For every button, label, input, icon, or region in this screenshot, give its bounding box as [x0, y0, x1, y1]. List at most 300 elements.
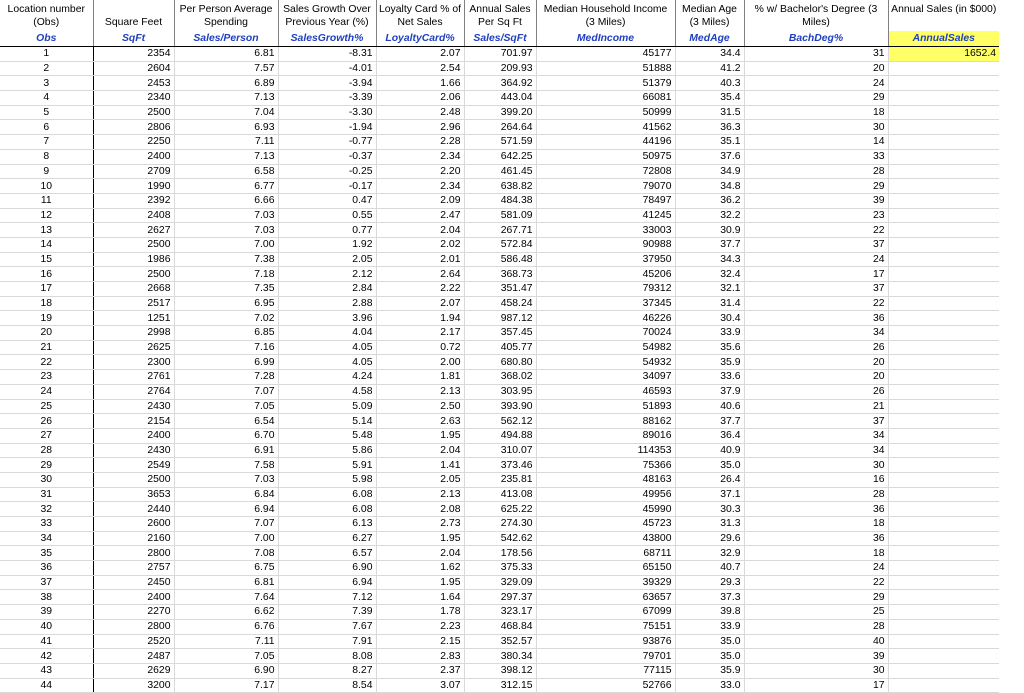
table-cell[interactable]: 43 — [0, 663, 93, 678]
table-cell[interactable]: 2.22 — [376, 282, 464, 297]
table-cell[interactable] — [888, 605, 999, 620]
table-cell[interactable]: 2430 — [93, 443, 174, 458]
table-cell[interactable]: 29 — [744, 179, 888, 194]
table-cell[interactable]: 2.84 — [278, 282, 376, 297]
table-cell[interactable] — [888, 414, 999, 429]
table-cell[interactable]: 3 — [0, 76, 93, 91]
table-cell[interactable]: 7.05 — [174, 399, 278, 414]
table-cell[interactable]: 2.37 — [376, 663, 464, 678]
table-cell[interactable]: -0.25 — [278, 164, 376, 179]
table-cell[interactable]: 7.64 — [174, 590, 278, 605]
table-cell[interactable] — [888, 179, 999, 194]
table-cell[interactable]: 3653 — [93, 487, 174, 502]
table-cell[interactable]: 24 — [0, 384, 93, 399]
table-cell[interactable]: 41 — [0, 634, 93, 649]
table-cell[interactable]: 2549 — [93, 458, 174, 473]
table-cell[interactable]: 40 — [0, 619, 93, 634]
table-cell[interactable]: 7.35 — [174, 282, 278, 297]
table-cell[interactable]: 21 — [744, 399, 888, 414]
table-cell[interactable]: 2998 — [93, 326, 174, 341]
table-cell[interactable]: 7.58 — [174, 458, 278, 473]
table-cell[interactable]: 2.09 — [376, 193, 464, 208]
table-cell[interactable]: 37 — [744, 237, 888, 252]
table-cell[interactable]: 30.4 — [675, 311, 744, 326]
table-cell[interactable]: 6.54 — [174, 414, 278, 429]
table-cell[interactable]: 34.4 — [675, 47, 744, 62]
table-cell[interactable]: 542.62 — [464, 531, 536, 546]
table-cell[interactable]: 38 — [0, 590, 93, 605]
header-cell[interactable]: Sales Growth Over Previous Year (%) — [278, 0, 376, 31]
table-cell[interactable]: 15 — [0, 252, 93, 267]
table-cell[interactable]: 30 — [0, 472, 93, 487]
code-cell[interactable]: SqFt — [93, 31, 174, 47]
table-cell[interactable]: 0.55 — [278, 208, 376, 223]
table-cell[interactable]: 7.16 — [174, 340, 278, 355]
table-cell[interactable] — [888, 443, 999, 458]
table-cell[interactable]: 40.3 — [675, 76, 744, 91]
table-cell[interactable]: 6.81 — [174, 575, 278, 590]
table-cell[interactable]: 29.6 — [675, 531, 744, 546]
table-cell[interactable]: 63657 — [536, 590, 675, 605]
table-cell[interactable]: 31.4 — [675, 296, 744, 311]
table-cell[interactable]: 27 — [0, 428, 93, 443]
table-cell[interactable]: 67099 — [536, 605, 675, 620]
table-cell[interactable]: 2.02 — [376, 237, 464, 252]
table-cell[interactable]: 312.15 — [464, 678, 536, 693]
table-cell[interactable]: 45990 — [536, 502, 675, 517]
table-cell[interactable]: 35.0 — [675, 634, 744, 649]
table-cell[interactable]: 7.39 — [278, 605, 376, 620]
table-cell[interactable]: -3.39 — [278, 91, 376, 106]
table-cell[interactable]: 625.22 — [464, 502, 536, 517]
table-cell[interactable]: 1652.4 — [888, 47, 999, 62]
table-cell[interactable] — [888, 91, 999, 106]
table-cell[interactable]: 93876 — [536, 634, 675, 649]
table-cell[interactable]: 2627 — [93, 223, 174, 238]
table-cell[interactable]: 6 — [0, 120, 93, 135]
table-cell[interactable]: 1.66 — [376, 76, 464, 91]
table-cell[interactable] — [888, 370, 999, 385]
table-cell[interactable]: 2668 — [93, 282, 174, 297]
table-cell[interactable]: 7.17 — [174, 678, 278, 693]
table-cell[interactable]: 9 — [0, 164, 93, 179]
code-cell[interactable]: MedAge — [675, 31, 744, 47]
table-cell[interactable]: 36 — [0, 561, 93, 576]
table-cell[interactable]: 35.4 — [675, 91, 744, 106]
table-cell[interactable]: 6.58 — [174, 164, 278, 179]
table-cell[interactable]: 14 — [744, 135, 888, 150]
table-cell[interactable] — [888, 590, 999, 605]
table-cell[interactable]: 461.45 — [464, 164, 536, 179]
table-cell[interactable]: 2400 — [93, 149, 174, 164]
table-cell[interactable]: 39 — [744, 193, 888, 208]
table-cell[interactable]: 2.73 — [376, 517, 464, 532]
table-cell[interactable]: 72808 — [536, 164, 675, 179]
table-cell[interactable]: 6.76 — [174, 619, 278, 634]
table-cell[interactable]: 375.33 — [464, 561, 536, 576]
table-cell[interactable]: 36.2 — [675, 193, 744, 208]
table-cell[interactable]: 5.86 — [278, 443, 376, 458]
table-cell[interactable]: 484.38 — [464, 193, 536, 208]
table-cell[interactable]: 6.85 — [174, 326, 278, 341]
table-cell[interactable]: 6.90 — [278, 561, 376, 576]
table-cell[interactable]: 297.37 — [464, 590, 536, 605]
table-cell[interactable]: 2.47 — [376, 208, 464, 223]
table-cell[interactable]: 5.48 — [278, 428, 376, 443]
table-cell[interactable]: 352.57 — [464, 634, 536, 649]
table-cell[interactable]: 2761 — [93, 370, 174, 385]
table-cell[interactable]: 3.07 — [376, 678, 464, 693]
code-cell[interactable]: Sales/SqFt — [464, 31, 536, 47]
table-cell[interactable]: 1 — [0, 47, 93, 62]
table-cell[interactable]: 2.34 — [376, 149, 464, 164]
table-cell[interactable] — [888, 663, 999, 678]
table-cell[interactable]: 364.92 — [464, 76, 536, 91]
table-cell[interactable]: 29 — [744, 91, 888, 106]
table-cell[interactable]: 37.7 — [675, 237, 744, 252]
table-cell[interactable]: 2.15 — [376, 634, 464, 649]
table-cell[interactable]: 66081 — [536, 91, 675, 106]
table-cell[interactable]: 46226 — [536, 311, 675, 326]
table-cell[interactable]: 2.07 — [376, 47, 464, 62]
table-cell[interactable]: 17 — [744, 678, 888, 693]
table-cell[interactable]: 2.88 — [278, 296, 376, 311]
table-cell[interactable]: 2392 — [93, 193, 174, 208]
table-cell[interactable]: 2408 — [93, 208, 174, 223]
table-cell[interactable]: 2.23 — [376, 619, 464, 634]
table-cell[interactable]: 7.57 — [174, 61, 278, 76]
table-cell[interactable]: 2.05 — [278, 252, 376, 267]
table-cell[interactable]: 323.17 — [464, 605, 536, 620]
table-cell[interactable]: 0.72 — [376, 340, 464, 355]
table-cell[interactable] — [888, 149, 999, 164]
table-cell[interactable]: 2709 — [93, 164, 174, 179]
table-cell[interactable]: 7.00 — [174, 237, 278, 252]
table-cell[interactable]: -1.94 — [278, 120, 376, 135]
table-cell[interactable]: 18 — [744, 105, 888, 120]
table-cell[interactable]: 2500 — [93, 472, 174, 487]
table-cell[interactable]: 33.9 — [675, 619, 744, 634]
table-cell[interactable]: 2453 — [93, 76, 174, 91]
table-cell[interactable]: 7.08 — [174, 546, 278, 561]
table-cell[interactable]: -0.17 — [278, 179, 376, 194]
table-cell[interactable]: 6.62 — [174, 605, 278, 620]
table-cell[interactable]: 2300 — [93, 355, 174, 370]
table-cell[interactable]: 37345 — [536, 296, 675, 311]
table-cell[interactable]: 701.97 — [464, 47, 536, 62]
table-cell[interactable]: 22 — [744, 575, 888, 590]
table-cell[interactable]: 40.7 — [675, 561, 744, 576]
table-cell[interactable]: 40 — [744, 634, 888, 649]
table-cell[interactable] — [888, 208, 999, 223]
table-cell[interactable]: 12 — [0, 208, 93, 223]
table-cell[interactable]: 5.14 — [278, 414, 376, 429]
table-cell[interactable] — [888, 340, 999, 355]
table-cell[interactable] — [888, 384, 999, 399]
table-cell[interactable] — [888, 458, 999, 473]
table-cell[interactable]: 458.24 — [464, 296, 536, 311]
table-cell[interactable]: 2.04 — [376, 443, 464, 458]
code-cell[interactable]: MedIncome — [536, 31, 675, 47]
table-cell[interactable]: 26.4 — [675, 472, 744, 487]
table-cell[interactable]: 30 — [744, 120, 888, 135]
table-cell[interactable]: 2160 — [93, 531, 174, 546]
table-cell[interactable]: 70024 — [536, 326, 675, 341]
table-cell[interactable]: 443.04 — [464, 91, 536, 106]
table-cell[interactable]: 32.9 — [675, 546, 744, 561]
code-cell[interactable]: BachDeg% — [744, 31, 888, 47]
table-cell[interactable]: 2.08 — [376, 502, 464, 517]
table-cell[interactable]: 40.6 — [675, 399, 744, 414]
table-cell[interactable]: 494.88 — [464, 428, 536, 443]
table-cell[interactable]: 2.50 — [376, 399, 464, 414]
table-cell[interactable]: 2517 — [93, 296, 174, 311]
table-cell[interactable]: 2154 — [93, 414, 174, 429]
table-cell[interactable]: 2629 — [93, 663, 174, 678]
header-cell[interactable]: Per Person Average Spending — [174, 0, 278, 31]
table-cell[interactable]: 2764 — [93, 384, 174, 399]
table-cell[interactable]: 39329 — [536, 575, 675, 590]
table-cell[interactable]: 2430 — [93, 399, 174, 414]
table-cell[interactable]: 2.04 — [376, 223, 464, 238]
table-cell[interactable] — [888, 428, 999, 443]
table-cell[interactable]: 642.25 — [464, 149, 536, 164]
table-cell[interactable]: 6.75 — [174, 561, 278, 576]
table-cell[interactable]: 8 — [0, 149, 93, 164]
table-cell[interactable]: 33.9 — [675, 326, 744, 341]
table-cell[interactable] — [888, 105, 999, 120]
table-cell[interactable]: 398.12 — [464, 663, 536, 678]
table-cell[interactable]: 2250 — [93, 135, 174, 150]
table-cell[interactable] — [888, 164, 999, 179]
table-cell[interactable]: 6.93 — [174, 120, 278, 135]
table-cell[interactable]: 22 — [0, 355, 93, 370]
table-cell[interactable]: 35.1 — [675, 135, 744, 150]
table-cell[interactable]: 6.94 — [278, 575, 376, 590]
table-cell[interactable]: 2.12 — [278, 267, 376, 282]
table-cell[interactable]: 2500 — [93, 267, 174, 282]
table-cell[interactable]: 49956 — [536, 487, 675, 502]
table-cell[interactable]: 20 — [0, 326, 93, 341]
table-cell[interactable]: 351.47 — [464, 282, 536, 297]
table-cell[interactable]: 29 — [744, 590, 888, 605]
table-cell[interactable]: 13 — [0, 223, 93, 238]
table-cell[interactable]: 35.0 — [675, 458, 744, 473]
table-cell[interactable] — [888, 282, 999, 297]
table-cell[interactable]: 1.62 — [376, 561, 464, 576]
table-cell[interactable]: 26 — [744, 384, 888, 399]
table-cell[interactable]: 7.07 — [174, 517, 278, 532]
table-cell[interactable]: 6.91 — [174, 443, 278, 458]
table-cell[interactable]: 51888 — [536, 61, 675, 76]
table-cell[interactable]: 35 — [0, 546, 93, 561]
table-cell[interactable]: 2800 — [93, 619, 174, 634]
table-cell[interactable]: 28 — [0, 443, 93, 458]
table-cell[interactable]: 7 — [0, 135, 93, 150]
header-cell[interactable]: Annual Sales (in $000) — [891, 4, 997, 15]
table-cell[interactable]: 329.09 — [464, 575, 536, 590]
table-cell[interactable]: 34.8 — [675, 179, 744, 194]
table-cell[interactable]: 7.13 — [174, 91, 278, 106]
table-cell[interactable]: 34 — [0, 531, 93, 546]
table-cell[interactable]: 41562 — [536, 120, 675, 135]
table-cell[interactable]: 0.47 — [278, 193, 376, 208]
table-cell[interactable]: 7.07 — [174, 384, 278, 399]
table-cell[interactable]: 7.28 — [174, 370, 278, 385]
table-cell[interactable]: 2600 — [93, 517, 174, 532]
table-cell[interactable]: 413.08 — [464, 487, 536, 502]
table-cell[interactable]: 65150 — [536, 561, 675, 576]
table-cell[interactable]: 11 — [0, 193, 93, 208]
table-cell[interactable]: 30 — [744, 663, 888, 678]
table-cell[interactable]: 16 — [0, 267, 93, 282]
table-cell[interactable]: 30.3 — [675, 502, 744, 517]
table-cell[interactable]: 2400 — [93, 590, 174, 605]
header-cell[interactable]: Median Household Income (3 Miles) — [536, 0, 675, 31]
table-cell[interactable]: 29.3 — [675, 575, 744, 590]
table-cell[interactable]: 2340 — [93, 91, 174, 106]
table-cell[interactable]: 303.95 — [464, 384, 536, 399]
code-cell[interactable]: LoyaltyCard% — [376, 31, 464, 47]
table-cell[interactable] — [888, 546, 999, 561]
table-cell[interactable] — [888, 487, 999, 502]
table-cell[interactable]: 4.05 — [278, 355, 376, 370]
table-cell[interactable] — [888, 355, 999, 370]
table-cell[interactable]: 79070 — [536, 179, 675, 194]
table-cell[interactable] — [888, 237, 999, 252]
table-cell[interactable]: 2.13 — [376, 384, 464, 399]
table-cell[interactable]: 2400 — [93, 428, 174, 443]
table-cell[interactable]: 46593 — [536, 384, 675, 399]
table-cell[interactable]: 31 — [744, 47, 888, 62]
table-cell[interactable]: 2800 — [93, 546, 174, 561]
table-cell[interactable]: 14 — [0, 237, 93, 252]
table-cell[interactable]: 77115 — [536, 663, 675, 678]
table-cell[interactable]: 680.80 — [464, 355, 536, 370]
table-cell[interactable]: 79701 — [536, 649, 675, 664]
table-cell[interactable]: 399.20 — [464, 105, 536, 120]
table-cell[interactable]: 44196 — [536, 135, 675, 150]
table-cell[interactable]: 24 — [744, 76, 888, 91]
table-cell[interactable]: 5.91 — [278, 458, 376, 473]
table-cell[interactable]: 7.03 — [174, 208, 278, 223]
table-cell[interactable]: 2604 — [93, 61, 174, 76]
table-cell[interactable]: 987.12 — [464, 311, 536, 326]
table-cell[interactable]: -4.01 — [278, 61, 376, 76]
table-cell[interactable]: 24 — [744, 252, 888, 267]
table-cell[interactable]: 33003 — [536, 223, 675, 238]
table-cell[interactable]: 30 — [744, 458, 888, 473]
table-cell[interactable]: 7.05 — [174, 649, 278, 664]
table-cell[interactable]: 6.84 — [174, 487, 278, 502]
table-cell[interactable]: 4.58 — [278, 384, 376, 399]
table-cell[interactable]: 5 — [0, 105, 93, 120]
table-cell[interactable]: 88162 — [536, 414, 675, 429]
table-cell[interactable]: 209.93 — [464, 61, 536, 76]
table-cell[interactable]: 36 — [744, 311, 888, 326]
table-cell[interactable]: 310.07 — [464, 443, 536, 458]
table-cell[interactable]: 54982 — [536, 340, 675, 355]
table-cell[interactable]: 6.95 — [174, 296, 278, 311]
table-cell[interactable]: 18 — [744, 546, 888, 561]
table-cell[interactable]: 33.0 — [675, 678, 744, 693]
table-cell[interactable]: 586.48 — [464, 252, 536, 267]
table-cell[interactable]: 50999 — [536, 105, 675, 120]
table-cell[interactable]: 2.00 — [376, 355, 464, 370]
table-cell[interactable]: 8.54 — [278, 678, 376, 693]
table-cell[interactable]: 2487 — [93, 649, 174, 664]
table-cell[interactable]: 2.01 — [376, 252, 464, 267]
table-cell[interactable]: 36 — [744, 531, 888, 546]
table-cell[interactable]: 31 — [0, 487, 93, 502]
table-cell[interactable]: 37 — [0, 575, 93, 590]
table-cell[interactable]: 52766 — [536, 678, 675, 693]
table-cell[interactable]: 2806 — [93, 120, 174, 135]
table-cell[interactable]: 37950 — [536, 252, 675, 267]
table-cell[interactable]: 29 — [0, 458, 93, 473]
table-cell[interactable]: 6.57 — [278, 546, 376, 561]
table-cell[interactable]: 7.11 — [174, 634, 278, 649]
table-cell[interactable]: 18 — [744, 517, 888, 532]
table-cell[interactable]: 5.98 — [278, 472, 376, 487]
header-cell[interactable]: Loyalty Card % of Net Sales — [376, 0, 464, 31]
table-cell[interactable]: 4.05 — [278, 340, 376, 355]
table-cell[interactable]: 6.13 — [278, 517, 376, 532]
table-cell[interactable]: 34.9 — [675, 164, 744, 179]
table-cell[interactable]: 35.0 — [675, 649, 744, 664]
table-cell[interactable]: 48163 — [536, 472, 675, 487]
table-cell[interactable]: 1.95 — [376, 575, 464, 590]
table-cell[interactable]: 50975 — [536, 149, 675, 164]
table-cell[interactable]: 34 — [744, 326, 888, 341]
table-cell[interactable] — [888, 531, 999, 546]
table-cell[interactable]: 6.94 — [174, 502, 278, 517]
table-cell[interactable]: 380.34 — [464, 649, 536, 664]
table-cell[interactable]: 2520 — [93, 634, 174, 649]
table-cell[interactable]: 1.78 — [376, 605, 464, 620]
table-cell[interactable]: -0.77 — [278, 135, 376, 150]
table-cell[interactable]: 32.1 — [675, 282, 744, 297]
table-cell[interactable]: 1986 — [93, 252, 174, 267]
table-cell[interactable]: 2.96 — [376, 120, 464, 135]
table-cell[interactable] — [888, 634, 999, 649]
table-cell[interactable]: 78497 — [536, 193, 675, 208]
table-cell[interactable]: 33 — [0, 517, 93, 532]
table-cell[interactable]: 7.12 — [278, 590, 376, 605]
table-cell[interactable]: 4.24 — [278, 370, 376, 385]
header-cell[interactable]: % w/ Bachelor's Degree (3 Miles) — [744, 0, 888, 31]
table-cell[interactable]: 562.12 — [464, 414, 536, 429]
table-cell[interactable]: 26 — [0, 414, 93, 429]
table-cell[interactable]: 4.04 — [278, 326, 376, 341]
table-cell[interactable]: 1.64 — [376, 590, 464, 605]
table-cell[interactable]: 7.11 — [174, 135, 278, 150]
table-cell[interactable]: 393.90 — [464, 399, 536, 414]
table-cell[interactable]: 44 — [0, 678, 93, 693]
table-cell[interactable]: 1251 — [93, 311, 174, 326]
table-cell[interactable]: 267.71 — [464, 223, 536, 238]
table-cell[interactable]: 26 — [744, 340, 888, 355]
table-cell[interactable]: 68711 — [536, 546, 675, 561]
table-cell[interactable] — [888, 76, 999, 91]
table-cell[interactable]: 5.09 — [278, 399, 376, 414]
table-cell[interactable] — [888, 267, 999, 282]
table-cell[interactable]: 20 — [744, 370, 888, 385]
table-cell[interactable]: 7.38 — [174, 252, 278, 267]
table-cell[interactable]: 35.9 — [675, 663, 744, 678]
table-cell[interactable]: 2 — [0, 61, 93, 76]
table-cell[interactable]: 36 — [744, 502, 888, 517]
